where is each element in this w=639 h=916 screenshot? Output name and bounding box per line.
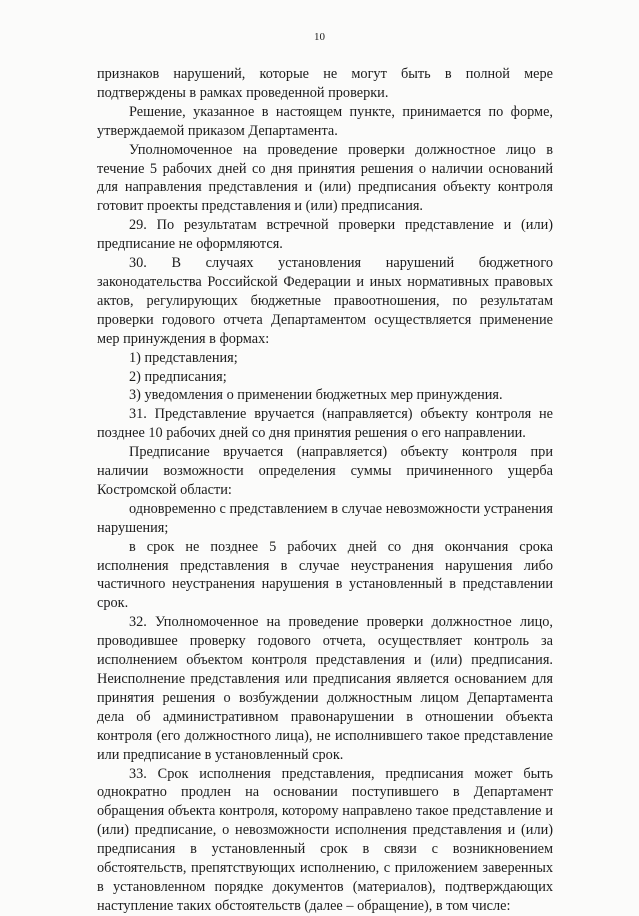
list-item-1: 1) представления; <box>129 349 238 366</box>
paragraph-decision-form: Решение, указанное в настоящем пункте, принимается по форме, утверждаемой приказом Департамента. <box>97 103 553 139</box>
paragraph-32: 32. Уполномоченное на проведение проверки должностное лицо, проводившее проверку годового отчета, осуществляет контроль за исполнением объектом контроля представления и (или) предписания. Неисполнение представления или предписания является основанием для принятия решения о возбуждении должностным лицом Департамента дела об административном правонарушении в отношении объекта контроля (его должностного лица), не исполнившего такое представление или предписание в установленный срок. <box>97 614 553 763</box>
page-number: 10 <box>314 31 325 43</box>
paragraph-33: 33. Срок исполнения представления, предписания может быть однократно продлен на основании поступившего в Департамент обращения объекта контроля, которому направлено такое представление и (или) предписание, о невозможности исполнения представления и (или) предписания в установленный срок в связи с возникновением обстоятельств, препятствующих исполнению, с приложением заверенных в установленном порядке документов (материалов), подтверждающих наступление таких обстоятельств (далее – обращение), в том числе: <box>97 765 553 914</box>
list-item-2: 2) предписания; <box>129 368 227 385</box>
paragraph-simultaneous: одновременно с представлением в случае невозможности устранения нарушения; <box>97 500 553 536</box>
paragraph-prescription: Предписание вручается (направляется) объекту контроля при наличии возможности определения суммы причиненного ущерба Костромской области: <box>97 444 553 498</box>
paragraph-30: 30. В случаях установления нарушений бюджетного законодательства Российской Федерации и иных нормативных правовых актов, регулирующих бюджетные правоотношения, по результатам проверки годового отчета Департаментом осуществляется применение мер принуждения в формах: <box>97 255 553 347</box>
paragraph-draft-preparation: Уполномоченное на проведение проверки должностное лицо в течение 5 рабочих дней со дня принятия решения о наличии оснований для направления представления и (или) предписания объекту контроля готовит проекты представления и (или) предписания. <box>97 141 553 215</box>
paragraph-29: 29. По результатам встречной проверки представление и (или) предписание не оформляются. <box>97 217 553 253</box>
paragraph-31: 31. Представление вручается (направляется) объекту контроля не позднее 10 рабочих дней со дня принятия решения о его направлении. <box>97 406 553 442</box>
list-item-3: 3) уведомления о применении бюджетных мер принуждения. <box>129 387 503 404</box>
paragraph-continuation: признаков нарушений, которые не могут быть в полной мере подтверждены в рамках проведенной проверки. <box>97 66 553 101</box>
document-body <box>97 65 553 916</box>
paragraph-deadline: в срок не позднее 5 рабочих дней со дня окончания срока исполнения представления в случае неустранения нарушения либо частичного неустранения нарушения в установленный в представлении срок. <box>97 538 553 612</box>
